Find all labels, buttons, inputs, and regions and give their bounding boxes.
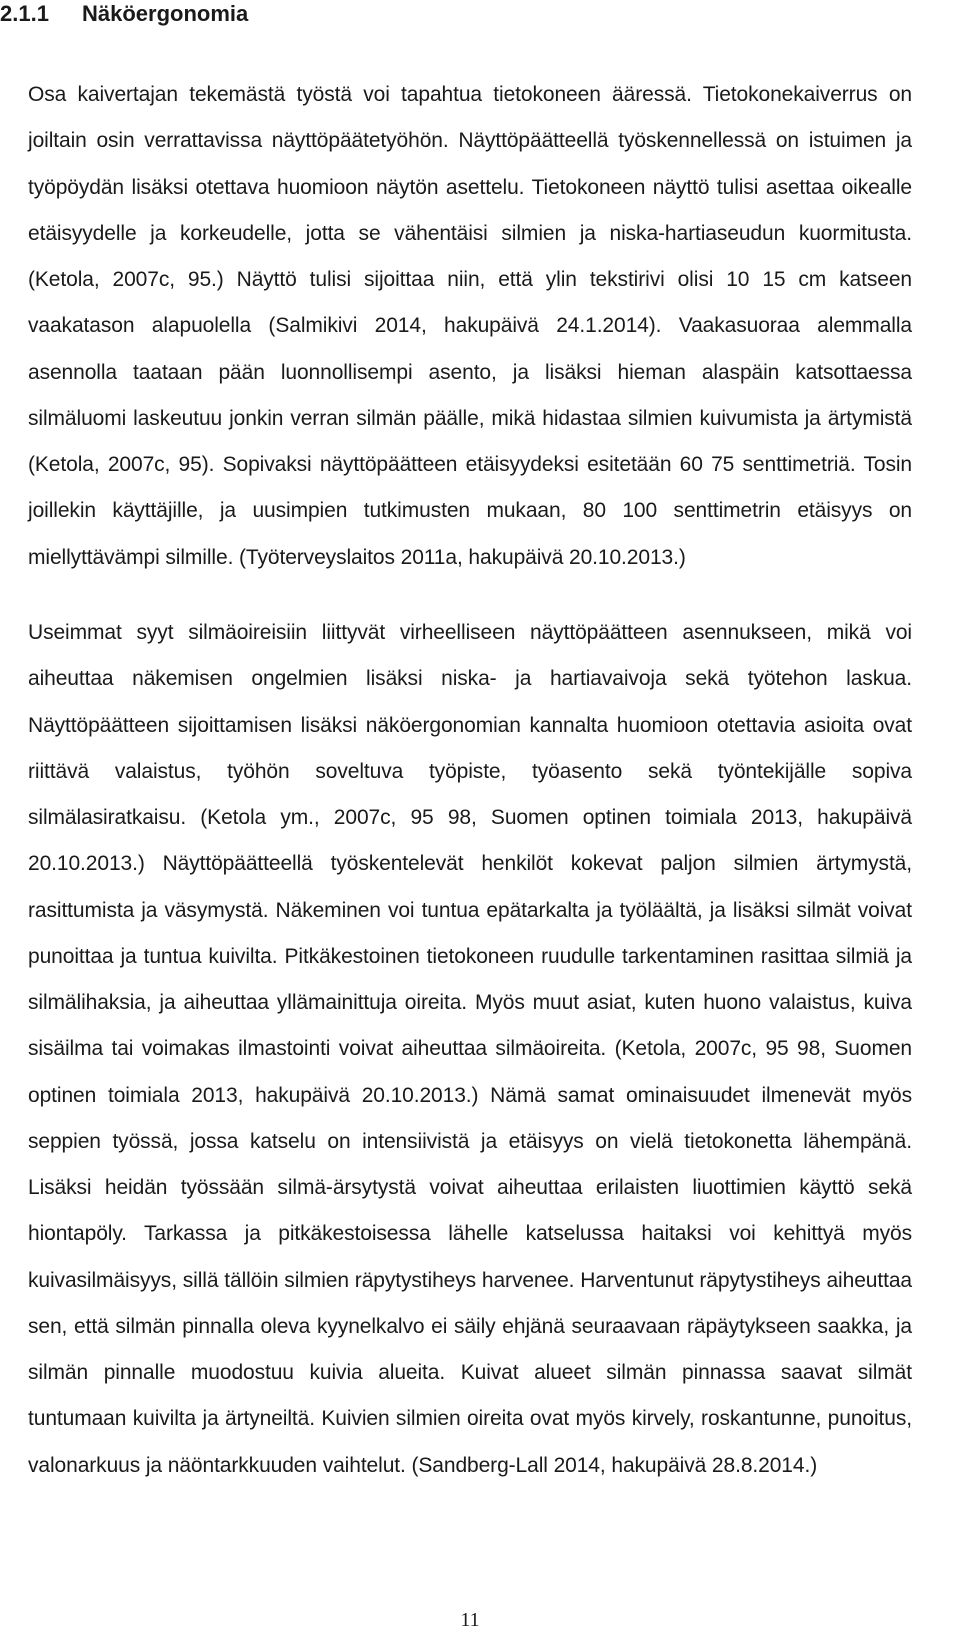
body-paragraph: Osa kaivertajan tekemästä työstä voi tapahtua tietokoneen ääressä. Tietokonekaiverrus on joiltain osin verrattavissa näyttöpäätetyöhön. Näyttöpäätteellä työskennellessä on istuimen ja työpöydän lisäksi otettava huomioon näytön asettelu. Tietokoneen näyttö tulisi asettaa oikealle etäisyydelle ja korkeudelle, jotta se vähentäisi silmien ja niska-hartiaseudun kuormitusta. (Ketola, 2007c, 95.) Näyttö tulisi sijoittaa niin, että ylin tekstirivi olisi 10 15 cm katseen vaakatason alapuolella (Salmikivi 2014, hakupäivä 24.1.2014). Vaakasuoraa alemmalla asennolla taataan pään luonnollisempi asento, ja lisäksi hieman alaspäin katsottaessa silmäluomi laskeutuu jonkin verran silmän päälle, mikä hidastaa silmien kuivumista ja ärtymistä (Ketola, 2007c, 95). Sopivaksi näyttöpäätteen etäisyydeksi esitetään 60 75 senttimetriä. Tosin joillekin käyttäjille, ja uusimpien tutkimusten mukaan, 80 100 senttimetrin etäisyys on miellyttävämpi silmille. (Työterveyslaitos 2011a, hakupäivä 20.10.2013.) <box>28 83 912 569</box>
body-paragraph: Useimmat syyt silmäoireisiin liittyvät virheelliseen näyttöpäätteen asennukseen, mikä voi aiheuttaa näkemisen ongelmien lisäksi niska- ja hartiavaivoja sekä työtehon laskua. Näyttöpäätteen sijoittamisen lisäksi näköergonomian kannalta huomioon otettavia asioita ovat riittävä valaistus, työhön soveltuva työpiste, työasento sekä työntekijälle sopiva silmälasiratkaisu. (Ketola ym., 2007c, 95 98, Suomen optinen toimiala 2013, hakupäivä 20.10.2013.) Näyttöpäätteellä työskentelevät henkilöt kokevat paljon silmien ärtymystä, rasittumista ja väsymystä. Näkeminen voi tuntua epätarkalta ja työläältä, ja lisäksi silmät voivat punoittaa ja tuntua kuivilta. Pitkäkestoinen tietokoneen ruudulle tarkentaminen rasittaa silmiä ja silmälihaksia, ja aiheuttaa yllämainittuja oireita. Myös muut asiat, kuten huono valaistus, kuiva sisäilma tai voimakas ilmastointi voivat aiheuttaa silmäoireita. (Ketola, 2007c, 95 98, Suomen optinen toimiala 2013, hakupäivä 20.10.2013.) Nämä samat ominaisuudet ilmenevät myös seppien työssä, jossa katselu on intensiivistä ja etäisyys on vielä tietokonetta lähempänä. Lisäksi heidän työssään silmä-ärsytystä voivat aiheuttaa erilaisten liuottimien käyttö sekä hiontapöly. Tarkassa ja pitkäkestoisessa lähelle katselussa haitaksi voi kehittyä myös kuivasilmäisyys, sillä tällöin silmien räpytystiheys harvenee. Harventunut räpytystiheys aiheuttaa sen, että silmän pinnalla oleva kyynelkalvo ei säily ehjänä seuraavaan räpäytykseen saakka, ja silmän pinnalle muodostuu kuivia alueita. Kuivat alueet silmän pinnassa saavat silmät tuntumaan kuivilta ja ärtyneiltä. Kuivien silmien oireita ovat myös kirvely, roskantunne, punoitus, valonarkuus ja näöntarkkuuden vaihtelut. (Sandberg-Lall 2014, hakupäivä 28.8.2014.) <box>28 621 912 1477</box>
page-number: 11 <box>460 1609 480 1631</box>
section-number: 2.1.1 <box>0 1 49 26</box>
section-title: Näköergonomia <box>82 1 249 26</box>
section-heading <box>0 0 248 28</box>
